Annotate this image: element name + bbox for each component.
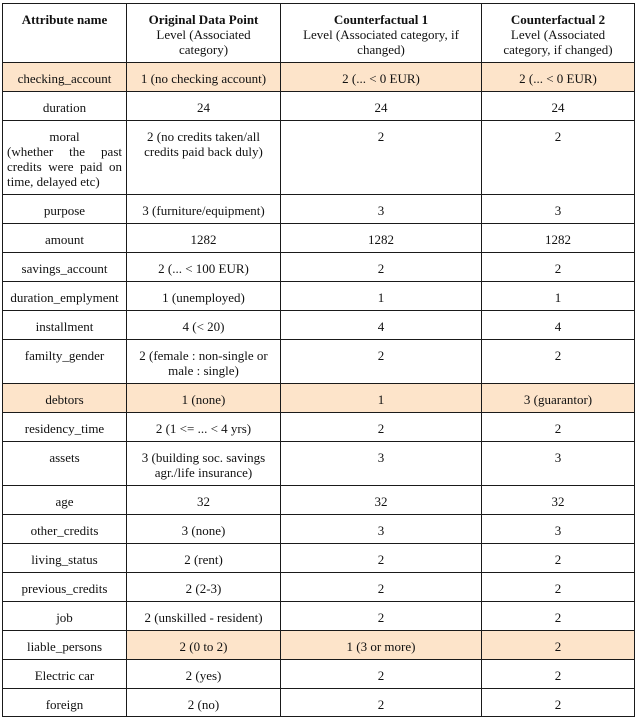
header-cf2-subtitle: Level (Associated category, if changed) [503, 27, 613, 57]
table-row [3, 573, 635, 602]
attribute-name: moral [49, 129, 80, 144]
counterfactual-2-cell: 32 [482, 486, 635, 515]
header-cf1-title: Counterfactual 1 [333, 12, 429, 27]
counterfactual-2-cell: 24 [482, 92, 635, 121]
counterfactual-1-cell: 24 [281, 92, 482, 121]
attribute-cell: other_credits [3, 515, 127, 544]
table-row [3, 689, 635, 717]
original-value-cell: 2 (rent) [127, 544, 281, 573]
original-value-cell: 2 (0 to 2) [127, 631, 281, 660]
table-row [3, 224, 635, 253]
attribute-cell: debtors [3, 384, 127, 413]
counterfactual-table [2, 3, 635, 717]
original-value-cell: 2 (no) [127, 689, 281, 717]
counterfactual-1-cell: 2 [281, 413, 482, 442]
attribute-cell: age [3, 486, 127, 515]
counterfactual-2-cell: 1 [482, 282, 635, 311]
attribute-cell: savings_account [3, 253, 127, 282]
attribute-cell: duration_emplyment [3, 282, 127, 311]
counterfactual-1-cell: 2 [281, 253, 482, 282]
counterfactual-1-cell: 2 (... < 0 EUR) [281, 63, 482, 92]
table-row [3, 413, 635, 442]
table-row [3, 486, 635, 515]
attribute-cell: living_status [3, 544, 127, 573]
counterfactual-2-cell: 2 [482, 602, 635, 631]
header-attribute-name: Attribute name [3, 4, 127, 63]
attribute-cell: foreign [3, 689, 127, 717]
attribute-cell: job [3, 602, 127, 631]
original-value-cell: 4 (< 20) [127, 311, 281, 340]
counterfactual-2-cell: 2 (... < 0 EUR) [482, 63, 635, 92]
attribute-cell: purpose [3, 195, 127, 224]
table-row [3, 515, 635, 544]
counterfactual-2-cell: 3 (guarantor) [482, 384, 635, 413]
table-row [3, 195, 635, 224]
counterfactual-2-cell: 2 [482, 544, 635, 573]
counterfactual-1-cell: 32 [281, 486, 482, 515]
counterfactual-2-cell: 2 [482, 689, 635, 717]
original-value-cell: 1 (no checking account) [127, 63, 281, 92]
counterfactual-1-cell: 2 [281, 602, 482, 631]
original-value-cell: 3 (furniture/equipment) [127, 195, 281, 224]
counterfactual-2-cell: 3 [482, 515, 635, 544]
attribute-cell: amount [3, 224, 127, 253]
attribute-cell: familty_gender [3, 340, 127, 384]
original-value-cell: 1282 [127, 224, 281, 253]
counterfactual-1-cell: 3 [281, 515, 482, 544]
counterfactual-2-cell: 3 [482, 442, 635, 486]
attribute-cell: liable_persons [3, 631, 127, 660]
counterfactual-2-cell: 4 [482, 311, 635, 340]
counterfactual-1-cell: 3 [281, 442, 482, 486]
counterfactual-2-cell: 2 [482, 253, 635, 282]
original-value-cell: 2 (2-3) [127, 573, 281, 602]
original-value-cell: 2 (yes) [127, 660, 281, 689]
counterfactual-2-cell: 3 [482, 195, 635, 224]
original-value-cell: 2 (... < 100 EUR) [127, 253, 281, 282]
table-row [3, 384, 635, 413]
counterfactual-2-cell: 2 [482, 660, 635, 689]
counterfactual-1-cell: 2 [281, 544, 482, 573]
header-cf2-title: Counterfactual 2 [510, 12, 606, 27]
table-body [3, 63, 635, 717]
original-value-cell: 3 (none) [127, 515, 281, 544]
counterfactual-2-cell: 2 [482, 573, 635, 602]
attribute-cell: installment [3, 311, 127, 340]
table-header [3, 4, 635, 63]
counterfactual-2-cell: 2 [482, 340, 635, 384]
original-value-cell: 1 (none) [127, 384, 281, 413]
table-row [3, 121, 635, 195]
counterfactual-1-cell: 1 [281, 282, 482, 311]
header-original-subtitle: Level (Associated category) [156, 27, 251, 57]
attribute-cell: checking_account [3, 63, 127, 92]
attribute-cell: Electric car [3, 660, 127, 689]
counterfactual-1-cell: 1 (3 or more) [281, 631, 482, 660]
attribute-cell: previous_credits [3, 573, 127, 602]
header-original-title: Original Data Point [148, 12, 259, 27]
table-row [3, 63, 635, 92]
counterfactual-2-cell: 2 [482, 631, 635, 660]
counterfactual-2-cell: 2 [482, 121, 635, 195]
counterfactual-1-cell: 2 [281, 660, 482, 689]
original-value-cell: 2 (unskilled - resident) [127, 602, 281, 631]
header-counterfactual-1 [281, 4, 482, 63]
header-row [3, 4, 635, 63]
attribute-note: (whether the past credits were paid on time, delayed etc) [7, 144, 122, 189]
attribute-cell: assets [3, 442, 127, 486]
header-counterfactual-2 [482, 4, 635, 63]
counterfactual-1-cell: 2 [281, 340, 482, 384]
counterfactual-1-cell: 1 [281, 384, 482, 413]
counterfactual-2-cell: 1282 [482, 224, 635, 253]
original-value-cell: 2 (1 <= ... < 4 yrs) [127, 413, 281, 442]
header-original-data-point [127, 4, 281, 63]
table-row [3, 282, 635, 311]
table-row [3, 253, 635, 282]
original-value-cell: 24 [127, 92, 281, 121]
attribute-cell: duration [3, 92, 127, 121]
counterfactual-2-cell: 2 [482, 413, 635, 442]
table-row [3, 340, 635, 384]
counterfactual-1-cell: 3 [281, 195, 482, 224]
counterfactual-1-cell: 1282 [281, 224, 482, 253]
original-value-cell: 3 (building soc. savings agr./life insurance) [127, 442, 281, 486]
original-value-cell: 32 [127, 486, 281, 515]
original-value-cell: 2 (no credits taken/all credits paid back duly) [127, 121, 281, 195]
table-row [3, 311, 635, 340]
table-row [3, 544, 635, 573]
original-value-cell: 2 (female : non-single or male : single) [127, 340, 281, 384]
table-row [3, 92, 635, 121]
header-cf1-subtitle: Level (Associated category, if changed) [303, 27, 459, 57]
original-value-cell: 1 (unemployed) [127, 282, 281, 311]
table-row [3, 631, 635, 660]
counterfactual-1-cell: 2 [281, 689, 482, 717]
attribute-cell: residency_time [3, 413, 127, 442]
counterfactual-1-cell: 4 [281, 311, 482, 340]
counterfactual-1-cell: 2 [281, 573, 482, 602]
attribute-cell [3, 121, 127, 195]
table-row [3, 442, 635, 486]
counterfactual-1-cell: 2 [281, 121, 482, 195]
table-row [3, 602, 635, 631]
table-row [3, 660, 635, 689]
